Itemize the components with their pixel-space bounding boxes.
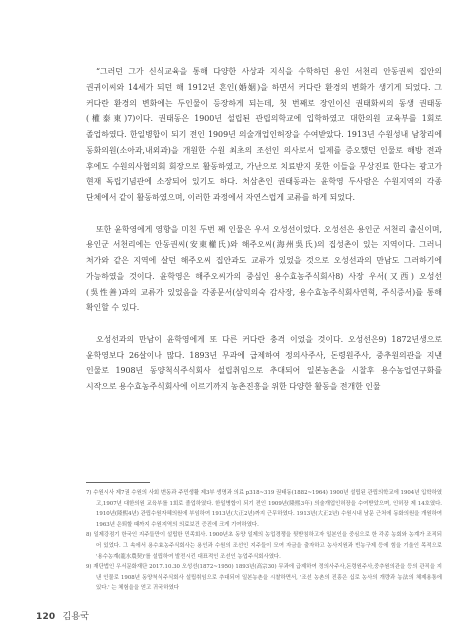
page-footer bbox=[36, 609, 89, 622]
footnote-7: 7) 수원시사 제7권 수원의 사회 변동과 주민생활 제3부 생명과 의료 p318~319 권태동(1882~1964) 1900년 설립된 관립의학교에 1904년 입학하였고,1907년 대한의원 교육부를 1회로 졸업하였다. 한일병합이 되기 전인 1909년(隆熙3年) 의술개업인허장을 수여받았으며, 인허장 제 14호였다. 1910년(隆熙4년) 관립수원자혜의원에 부임하여 1913년(大正2년)까지 근무하였다. 1913년(大正2년) 수원시내 남문 근처에 동화의원을 개원하여 1963년 은퇴할 때까지 수원지역의 의료보건 증진에 크게 기여하였다. bbox=[86, 490, 442, 528]
page-number: 120 bbox=[36, 612, 56, 622]
footnote-9: 9) 재단법인 우서문화재단 2017.10.30 오성선(1872~1950) 1893년(高宗30) 무과에 급제하여 정의사주사,돈령원주사,중추원의관을 등의 관직을 지낸 인물로 1908년 동양척식주식회사 설립취임으로 추대되어 일본농촌을 시찰하면서, '조선 농촌의 진흥은 십로 농사의 개량과 농法의 체제용통에 있다.' 는 체험을을 얻고 귀국하였다 bbox=[86, 564, 442, 592]
footnote-8: 8) 일제강점기 한국인 지주들만이 설립한 민족회사. 1900년초 동양 일제의 농업경쟁을 뒷받침하고자 일본인을 중심으로 한 각종 농회와 농계가 조직되어 있었다. 그 속에서 용수효농주식회사는 용인과 수원의 조선인 지주들이 모여 자금을 출자하고 농사지원과 빈농구제 등에 힘을 기울인 목적으로 '용수농계(龍水農契)'를 설립하여 발전시킨 대표적인 조선인 농업주식회사였다. bbox=[86, 532, 442, 560]
body-text bbox=[86, 64, 442, 395]
paragraph-3: 오성선과의 만남이 윤학영에게 또 다른 커다란 충격 이었을 것이다. 오성선은9) 1872년생으로 윤학영보다 26살이나 많다. 1893년 무과에 급제하여 정의사주사, 돈령원주사, 중추원의관을 지낸 인물로 1908년 동양척식주식회사 설립취임으로 추대되어 일본농촌을 시찰후 용수농업연구화를 시작으로 용수효농주식회사에 이르기까지 농촌진흥을 위한 다양한 활동을 전개한 인물 bbox=[86, 334, 442, 391]
paragraph-1: “그러던 그가 신식교육을 통해 다양한 사상과 지식을 수학하던 용인 서천리 안동권씨 집안의 권귀이씨와 14세가 되던 해 1912년 혼인(婚姻)을 하면서 커다란 환경의 변화가 생기게 되었다. 그 커다란 환경의 변화에는 두인물이 등장하게 되는데, 첫 번째로 장인이신 권태화씨의 동생 권태동(權泰東)7)이다. 권태동은 1900년 설립된 관립의학교에 입학하였고 대한의원 교육부를 1회로 졸업하였다. 한일병합이 되기 전인 1909년 의술개업인허장을 수여받았다. 1913년 수원성내 남창리에 동화의원(소아과,내외과)을 개원한 수원 최초의 조선인 의사로서 일제를 증오했던 인물로 해방 전과 후에도 수원의사협의회 회장으로 활동하였고, 가난으로 치료받지 못한 이들을 무상진료 한다는 광고가 현재 독립기념관에 소장되어 있기도 하다. 처삼촌인 권태동과는 윤학영 두사람은 수원지역의 각종 단체에서 같이 활동하였으며, 이러한 과정에서 자연스럽게 교류를 하게 되었다. bbox=[86, 67, 442, 202]
paragraph-2: 또한 윤학영에게 영향을 미친 두번 째 인물은 우서 오성선이었다. 오성선은 용인군 서천리 출신이며, 용인군 서천리에는 안동권씨(安東權氏)와 해주오씨(海州吳氏)의 집성촌이 있는 지역이다. 그러니 처가와 같은 지역에 살던 해주오씨 집안과도 교류가 있었을 것으로 오성선과의 만남도 그러하기에 가능하였을 것이다. 윤학영은 해주오씨가의 중심인 용수효농주식회사8) 사장 우서(又西) 오성선(吳性善)과의 교류가 있었음을 각종문서(삼익의숙 감사장, 용수효농주식회사연혁, 주식증서)를 통해 확인할 수 있다. bbox=[86, 224, 442, 313]
footer-author: 김용국 bbox=[62, 612, 90, 622]
footnotes bbox=[86, 488, 442, 594]
footnote-divider bbox=[86, 482, 150, 483]
